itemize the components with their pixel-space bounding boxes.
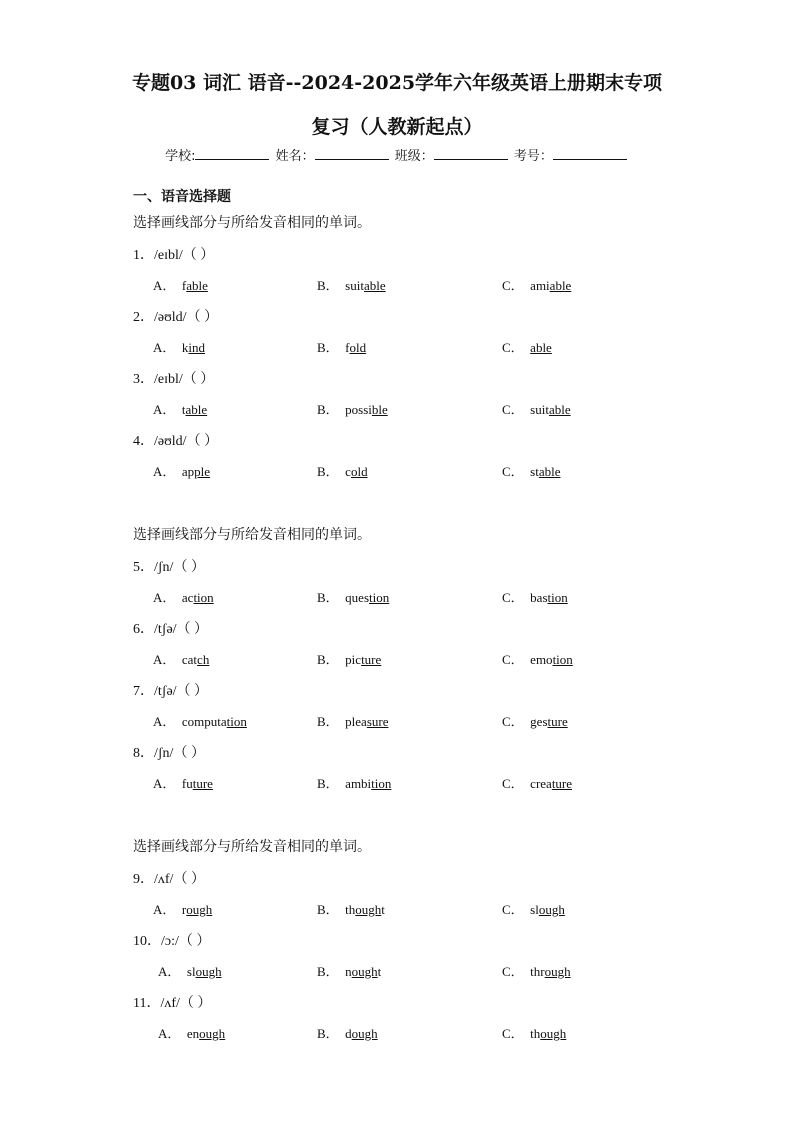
underlined-part: ough [538, 902, 565, 917]
option-label: A． [153, 776, 182, 791]
word-part: ges [530, 714, 548, 729]
answer-option-b[interactable] [317, 275, 386, 294]
phonetic-symbol: /əʊld/（ ） [154, 310, 219, 325]
answer-option-c[interactable] [502, 1023, 566, 1042]
underlined-part: ough [355, 902, 382, 917]
answer-option-b[interactable] [317, 711, 389, 730]
question-prompt [133, 992, 211, 1012]
underlined-part: able [186, 278, 208, 293]
phonetic-symbol: /ʌf/（ ） [160, 996, 212, 1011]
student-info-line [0, 145, 794, 164]
word-part: fu [181, 776, 193, 791]
option-label: C． [502, 402, 531, 417]
option-label: B． [317, 964, 346, 979]
class-label: 班级： [394, 149, 434, 164]
underlined-part: ind [188, 340, 206, 355]
underlined-part: tion [552, 652, 573, 667]
underlined-part: ture [192, 776, 213, 791]
question-prompt [133, 244, 214, 264]
phonetic-symbol: /eɪbl/（ ） [154, 372, 215, 387]
word-part: th [530, 1026, 541, 1041]
option-label: C． [502, 1026, 531, 1041]
underlined-part: able [538, 464, 561, 479]
answer-option-b[interactable] [317, 1023, 378, 1042]
word-part: ap [181, 464, 195, 479]
instruction-text: 选择画线部分与所给发音相同的单词。 [133, 839, 371, 855]
option-label: C． [502, 964, 531, 979]
option-label: C． [502, 340, 531, 355]
page-subtitle: 复习（人教新起点） [311, 116, 483, 138]
question-prompt [133, 868, 205, 888]
word-part: t [377, 964, 382, 979]
word-part: crea [530, 776, 552, 791]
class-blank[interactable] [434, 159, 508, 160]
word-part: computa [181, 714, 227, 729]
underlined-part: tion [226, 714, 247, 729]
answer-option-a[interactable] [153, 711, 247, 730]
word-part: th [345, 902, 356, 917]
word-part: ami [530, 278, 550, 293]
question-number: 9． [133, 872, 154, 887]
word-part: ques [345, 590, 370, 605]
school-blank[interactable] [195, 159, 269, 160]
option-label: C． [502, 652, 531, 667]
option-label: C． [502, 902, 531, 917]
underlined-part: able [549, 278, 572, 293]
answer-option-b[interactable] [317, 461, 368, 480]
underlined-part: ough [186, 902, 213, 917]
word-part: f [345, 340, 350, 355]
option-label: A． [153, 714, 182, 729]
answer-option-b[interactable] [317, 649, 381, 668]
question-number: 5． [133, 560, 154, 575]
option-label: B． [317, 278, 346, 293]
underlined-part: ture [361, 652, 382, 667]
answer-option-c[interactable] [502, 587, 568, 606]
name-label: 姓名： [275, 149, 315, 164]
underlined-part: able [548, 402, 571, 417]
question-prompt [133, 430, 218, 450]
word-part: ambi [345, 776, 372, 791]
option-label: A． [153, 652, 182, 667]
question-number: 1． [133, 248, 154, 263]
answer-option-c[interactable] [502, 399, 571, 418]
phonetic-symbol: /tʃə/（ ） [154, 684, 209, 699]
option-label: B． [317, 402, 346, 417]
option-label: A． [153, 590, 182, 605]
option-label: A． [158, 964, 187, 979]
question-number: 2． [133, 310, 154, 325]
option-label: C． [502, 278, 531, 293]
answer-option-b[interactable] [317, 337, 366, 356]
word-part: thr [530, 964, 545, 979]
answer-option-a[interactable] [153, 399, 207, 418]
word-part: st [530, 464, 539, 479]
question-number: 7． [133, 684, 154, 699]
phonetic-symbol: /ʃn/（ ） [154, 746, 205, 761]
underlined-part: ture [547, 714, 568, 729]
option-label: B． [317, 714, 346, 729]
word-part: t [181, 402, 186, 417]
word-part: sl [530, 902, 539, 917]
option-label: B． [317, 776, 346, 791]
word-part: n [345, 964, 352, 979]
word-part: suit [530, 402, 549, 417]
underlined-part: sure [366, 714, 389, 729]
option-label: A． [153, 402, 182, 417]
question-prompt [133, 556, 205, 576]
underlined-part: able [530, 340, 552, 355]
underlined-part: ough [544, 964, 571, 979]
question-prompt [133, 930, 210, 950]
underlined-part: tion [369, 590, 390, 605]
word-part: d [345, 1026, 352, 1041]
option-label: C． [502, 590, 531, 605]
answer-option-b[interactable] [317, 587, 389, 606]
question-prompt [133, 618, 208, 638]
word-part: c [345, 464, 351, 479]
underlined-part: ough [351, 964, 378, 979]
section-title: 一、语音选择题 [133, 189, 231, 205]
underlined-part: ble [371, 402, 388, 417]
underlined-part: old [349, 340, 367, 355]
option-label: B． [317, 652, 346, 667]
name-blank[interactable] [315, 159, 389, 160]
underlined-part: tion [193, 590, 214, 605]
answer-option-b[interactable] [317, 899, 385, 918]
underlined-part: able [185, 402, 208, 417]
number-label: 考号： [513, 149, 553, 164]
answer-option-a[interactable] [153, 773, 213, 792]
word-part: bas [530, 590, 548, 605]
underlined-part: ough [195, 964, 222, 979]
underlined-part: old [350, 464, 368, 479]
phonetic-symbol: /ʃn/（ ） [154, 560, 205, 575]
question-number: 8． [133, 746, 154, 761]
answer-option-c[interactable] [502, 649, 573, 668]
word-part: pic [345, 652, 362, 667]
word-part: k [181, 340, 189, 355]
question-number: 6． [133, 622, 154, 637]
answer-option-a[interactable] [153, 649, 209, 668]
phonetic-symbol: /əʊld/（ ） [154, 434, 219, 449]
phonetic-symbol: /eɪbl/（ ） [154, 248, 215, 263]
word-part: en [186, 1026, 200, 1041]
underlined-part: ch [197, 652, 210, 667]
answer-option-c[interactable] [502, 773, 572, 792]
answer-option-c[interactable] [502, 275, 571, 294]
word-part: t [381, 902, 385, 917]
underlined-part: ple [194, 464, 211, 479]
answer-option-a[interactable] [153, 461, 210, 480]
option-label: B． [317, 1026, 346, 1041]
option-label: B． [317, 902, 346, 917]
answer-option-c[interactable] [502, 337, 552, 356]
word-part: sl [186, 964, 196, 979]
word-part: ac [181, 590, 194, 605]
answer-option-a[interactable] [158, 961, 222, 980]
phonetic-symbol: /tʃə/（ ） [154, 622, 209, 637]
option-label: A． [153, 340, 182, 355]
underlined-part: ture [551, 776, 573, 791]
answer-option-a[interactable] [158, 1023, 225, 1042]
page-title: 专题03 词汇 语音--2024-2025学年六年级英语上册期末专项 [131, 72, 663, 94]
answer-option-b[interactable] [317, 961, 381, 980]
question-number: 3． [133, 372, 154, 387]
option-label: B． [317, 464, 346, 479]
number-blank[interactable] [553, 159, 627, 160]
word-part: emo [530, 652, 553, 667]
phonetic-symbol: /ʌf/（ ） [154, 872, 205, 887]
answer-option-c[interactable] [502, 899, 565, 918]
question-number: 10． [133, 934, 161, 949]
word-part: f [181, 278, 187, 293]
option-label: A． [153, 278, 182, 293]
word-part: r [181, 902, 187, 917]
answer-option-c[interactable] [502, 461, 561, 480]
instruction-text: 选择画线部分与所给发音相同的单词。 [133, 215, 371, 231]
question-prompt [133, 368, 214, 388]
option-label: A． [158, 1026, 187, 1041]
question-prompt [133, 742, 205, 762]
answer-option-c[interactable] [502, 711, 568, 730]
underlined-part: able [363, 278, 386, 293]
answer-option-a[interactable] [153, 899, 212, 918]
answer-option-c[interactable] [502, 961, 571, 980]
option-label: C． [502, 464, 531, 479]
option-label: A． [153, 464, 182, 479]
answer-option-a[interactable] [153, 587, 214, 606]
word-part: possi [345, 402, 372, 417]
answer-option-b[interactable] [317, 399, 388, 418]
underlined-part: tion [371, 776, 392, 791]
phonetic-symbol: /ɔ:/（ ） [161, 934, 211, 949]
instruction-text: 选择画线部分与所给发音相同的单词。 [133, 527, 371, 543]
answer-option-a[interactable] [153, 337, 205, 356]
answer-option-b[interactable] [317, 773, 391, 792]
underlined-part: tion [547, 590, 568, 605]
question-number: 4． [133, 434, 154, 449]
option-label: B． [317, 590, 346, 605]
question-number: 11． [133, 996, 161, 1011]
school-label: 学校: [165, 149, 196, 164]
option-label: C． [502, 714, 531, 729]
word-part: cat [181, 652, 198, 667]
word-part: suit [345, 278, 364, 293]
question-prompt [133, 680, 208, 700]
underlined-part: ough [351, 1026, 378, 1041]
option-label: A． [153, 902, 182, 917]
word-part: plea [345, 714, 367, 729]
underlined-part: ough [199, 1026, 226, 1041]
option-label: C． [502, 776, 531, 791]
underlined-part: ough [540, 1026, 567, 1041]
answer-option-a[interactable] [153, 275, 208, 294]
question-prompt [133, 306, 218, 326]
option-label: B． [317, 340, 346, 355]
